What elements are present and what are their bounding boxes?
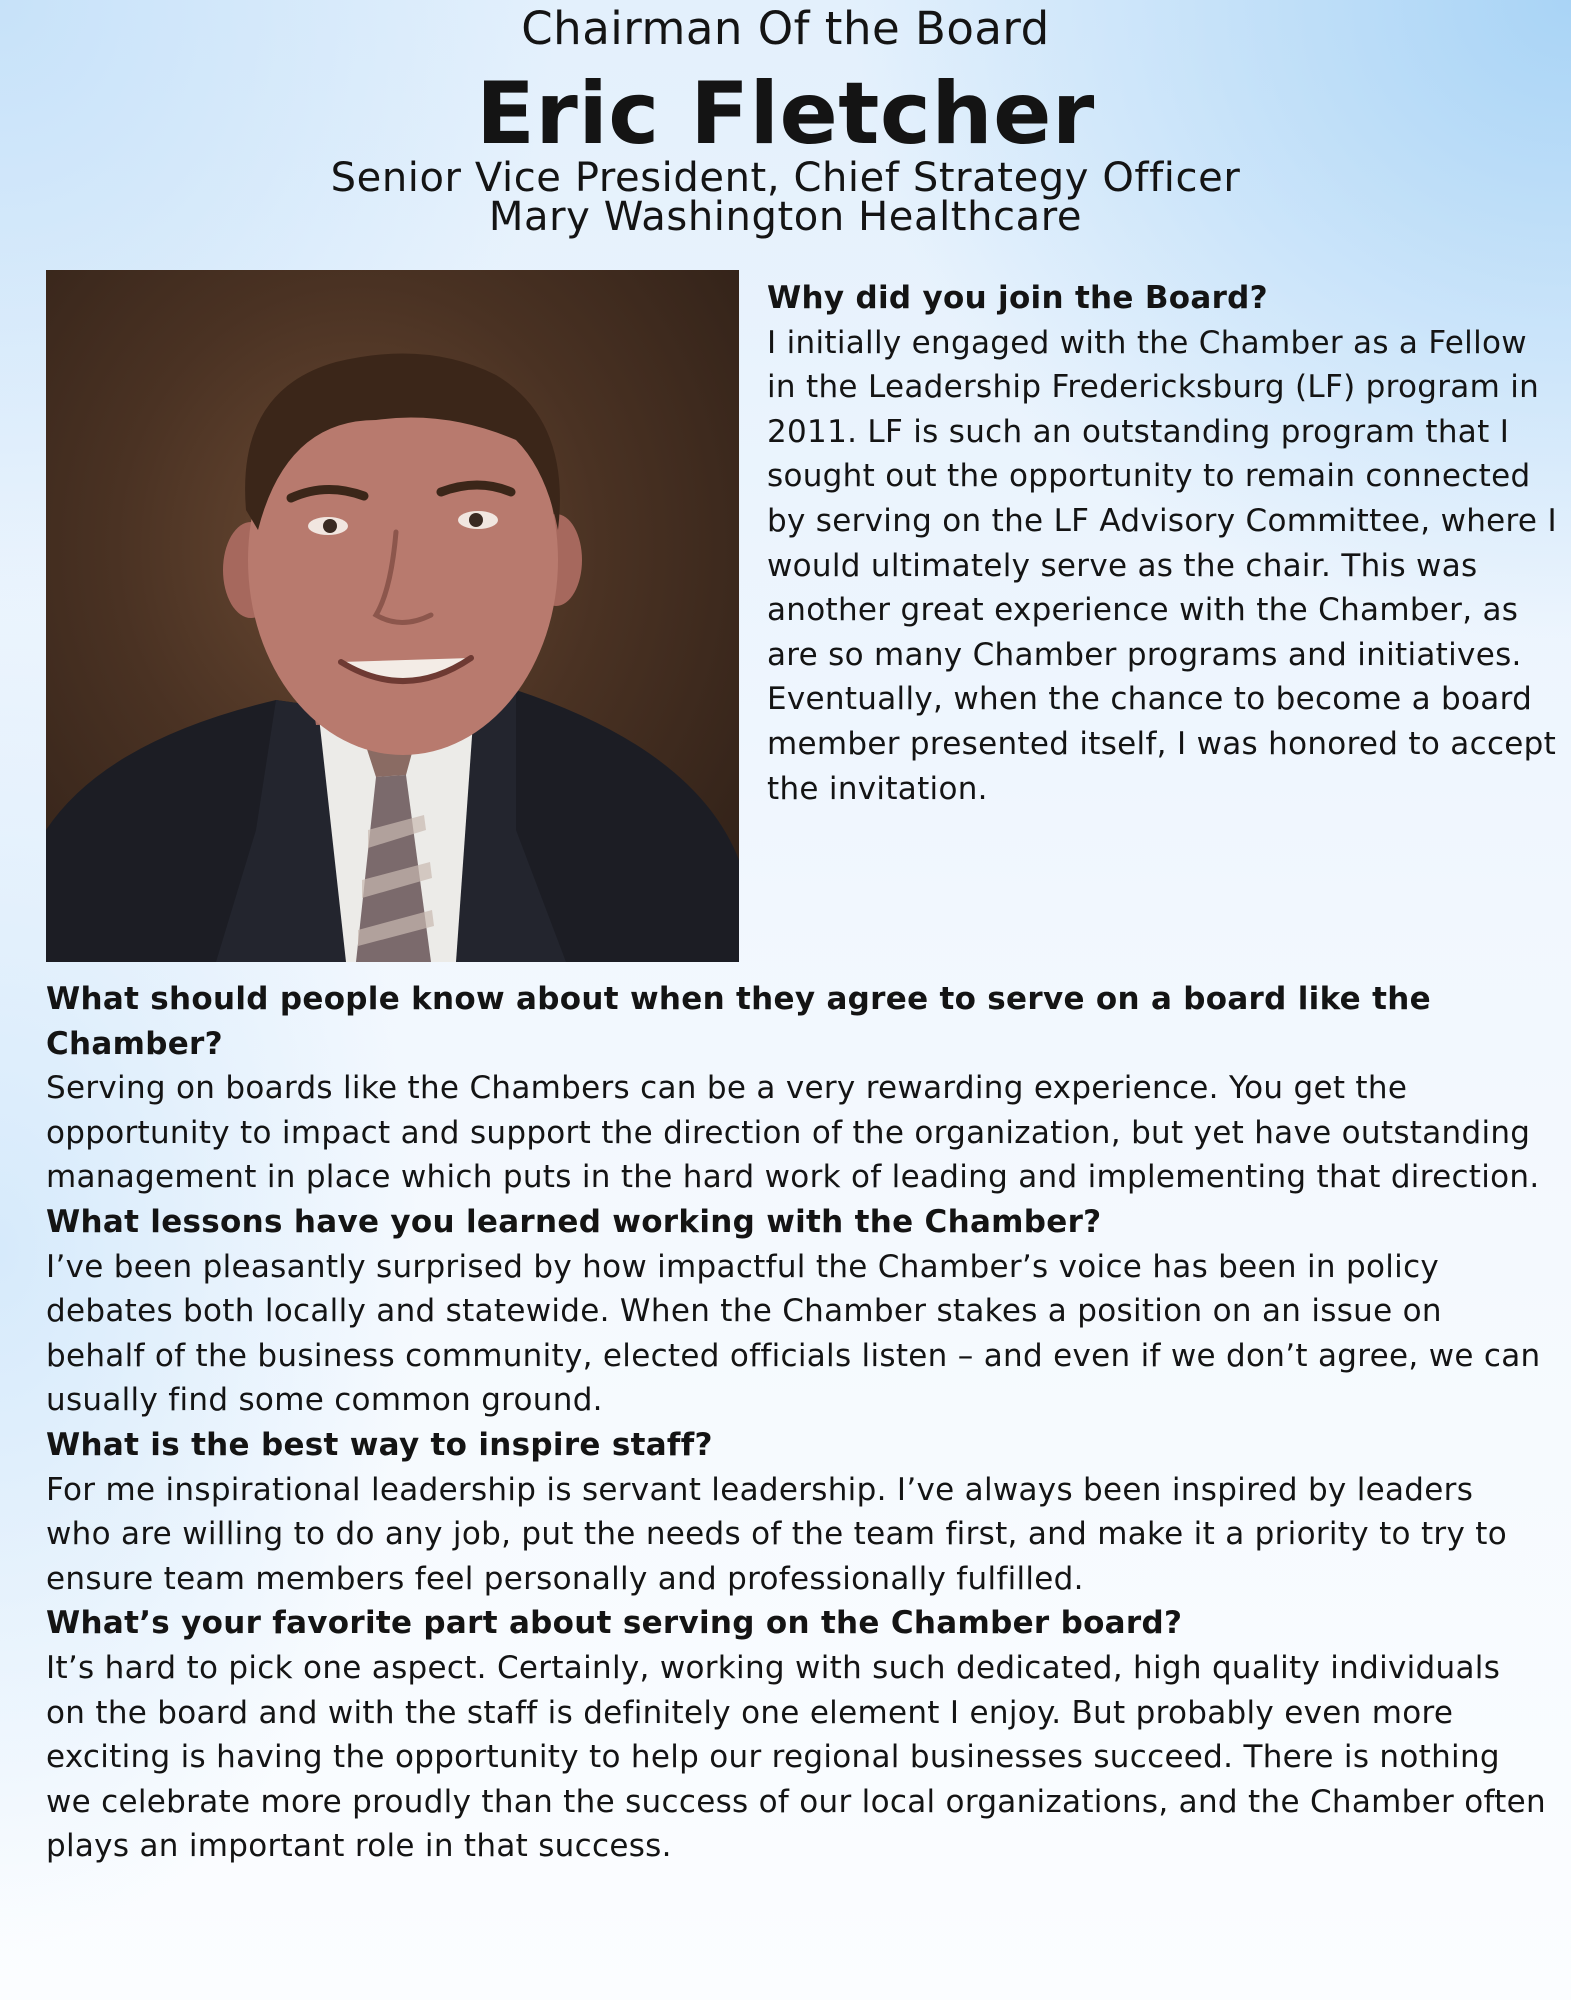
- question-text: What’s your favorite part about serving on the Chamber board?: [46, 1605, 1183, 1642]
- answer-text: I initially engaged with the Chamber as a Fellow in the Leadership Fredericksburg (LF) program in 2011. LF is such an outstanding program that I sought out the opportunity to remain connected by serving on the LF Advisory Committee, where I would ultimately serve as the chair. This was another great experience with the Chamber, as are so many Chamber programs and initiatives. Eventually, when the chance to become a board member presented itself, I was honored to accept the invitation.: [767, 324, 1557, 807]
- job-title: Senior Vice President, Chief Strategy Officer: [330, 155, 1241, 201]
- question-text: What lessons have you learned working with the Chamber?: [46, 1203, 1102, 1240]
- question-text: Why did you join the Board?: [767, 280, 1268, 316]
- qa-item: [46, 977, 1546, 1200]
- answer-text: I’ve been pleasantly surprised by how impactful the Chamber’s voice has been in policy debates both locally and statewide. When the Chamber stakes a position on an issue on behalf of the business community, elected officials listen – and even if we don’t agree, we can usually find some common ground.: [46, 1248, 1541, 1419]
- portrait-photo: [46, 270, 739, 962]
- answer-text: Serving on boards like the Chambers can be a very rewarding experience. You get the opportunity to impact and support the direction of the organization, but yet have outstanding management in place which puts in the hard work of leading and implementing that direction.: [46, 1070, 1540, 1196]
- qa-item: [46, 1200, 1546, 1423]
- role-heading: Chairman Of the Board: [521, 2, 1050, 55]
- qa-item: [46, 1423, 1546, 1601]
- portrait-illustration: [46, 270, 739, 962]
- question-text: What is the best way to inspire staff?: [46, 1426, 713, 1463]
- question-text: What should people know about when they agree to serve on a board like the Chamber?: [46, 981, 1431, 1062]
- qa-list: [46, 977, 1546, 1869]
- answer-text: For me inspirational leadership is servant leadership. I’ve always been inspired by leaders who are willing to do any job, put the needs of the team first, and make it a priority to try to ensure team members feel personally and professionally fulfilled.: [46, 1471, 1507, 1597]
- answer-text: It’s hard to pick one aspect. Certainly, working with such dedicated, high quality individuals on the board and with the staff is definitely one element I enjoy. But probably even more exciting is having the opportunity to help our regional businesses succeed. There is nothing we celebrate more proudly than the success of our local organizations, and the Chamber often plays an important role in that success.: [46, 1649, 1546, 1865]
- organization-name: Mary Washington Healthcare: [488, 194, 1083, 240]
- person-name: Eric Fletcher: [476, 64, 1095, 164]
- qa-item: [46, 1601, 1546, 1869]
- qa-item: [767, 276, 1557, 811]
